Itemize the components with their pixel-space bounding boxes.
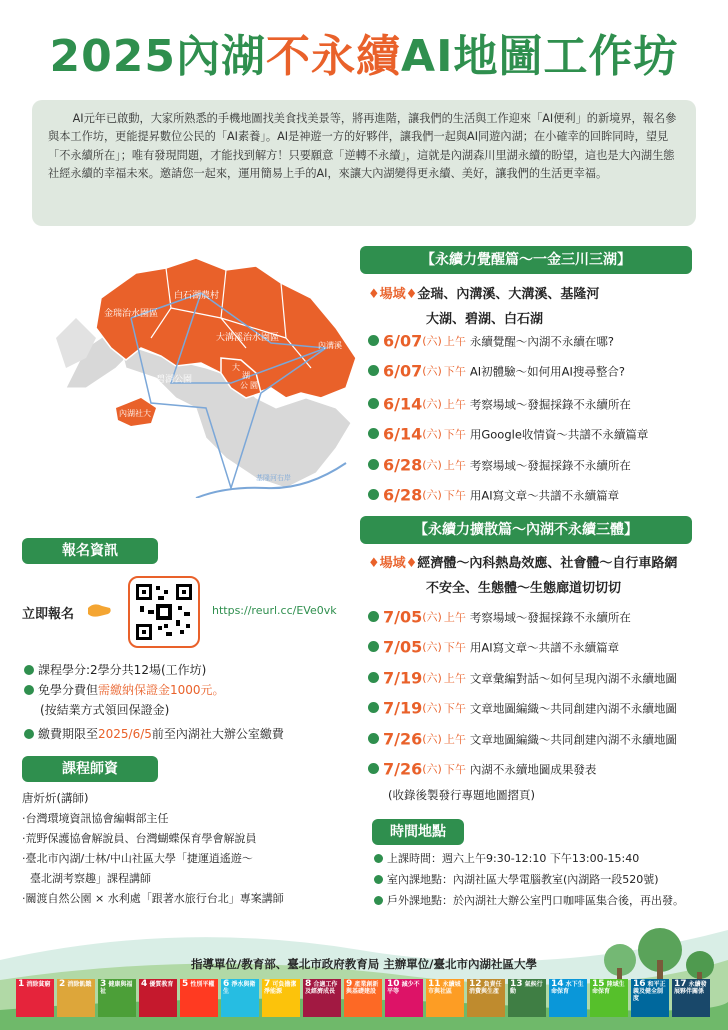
credit-info: 課程學分:2學分共12場(工作坊) [24, 660, 284, 680]
sec2-header: 【永續力擴散篇～內湖不永續三體】 [360, 516, 692, 544]
sdg-icon-10: 10 減少不平等 [385, 979, 423, 1017]
sec1-session-5: 6/28(六) 上午 考察場域～發掘採錄不永續所在 [368, 453, 631, 477]
teacher-name: 唐炘炘(講師) [22, 791, 89, 805]
signup-label: 立即報名 [22, 607, 75, 622]
map-label-keelung-river: 基隆河右岸 [256, 474, 291, 482]
intro-box [32, 100, 696, 226]
sdg-icon-9: 9 產業創新與基礎建設 [344, 979, 382, 1017]
sec1-venue-line1: 金瑞、內溝溪、大溝溪、基隆河 [417, 287, 600, 302]
map-label-dahu-3: 公 [240, 381, 248, 390]
sec1-session-1: 6/07(六) 上午 永續覺醒～內湖不永續在哪? [368, 329, 614, 353]
signup-header: 報名資訊 [22, 538, 158, 564]
neihu-map [56, 248, 356, 498]
sec2-session-4: 7/19(六) 下午 文章地圖編織～共同創建內湖不永續地圖 [368, 696, 677, 720]
sec1-session-3: 6/14(六) 上午 考察場域～發掘採錄不永續所在 [368, 392, 631, 416]
sdg-icon-6: 6 淨水與衛生 [221, 979, 259, 1017]
deadline-info: 繳費期限至2025/6/5前至內湖社大辦公室繳費 [24, 724, 284, 744]
timeplace-header: 時間地點 [372, 819, 464, 845]
sdg-icon-13: 13 氣候行動 [508, 979, 546, 1017]
map-label-dahu-2: 湖 [242, 371, 250, 380]
sec2-venue [368, 551, 677, 601]
map-label-baishihu: 白石湖農村 [174, 291, 220, 301]
map-label-school: 內湖社大 [119, 409, 151, 418]
sec2-session-2: 7/05(六) 下午 用AI寫文章～共譜不永續篇章 [368, 635, 619, 659]
title-part2: 不永續 [266, 31, 402, 82]
sec2-session-6: 7/26(六) 下午 內湖不永續地圖成果發表 [368, 757, 596, 781]
intro-text: AI元年已啟動，大家所熟悉的手機地圖找美食找美景等，將再進階，讓我們的生活與工作迎來「AI便利」的新境界，報名參與本工作坊，更能提昇數位公民的「AI素養」。AI是神遊一方的好夥伴，讓我們一起與AI同遊內湖；在小確幸的回眸同時，望見「不永續所在」；唯有發現問題，才能找到解方！只要願意「逆轉不永續」，這就是內湖森川里湖永續的盼望，這也是大內湖生態社經永續的幸福未來。邀請您一起來，運用簡易上手的AI，來讓大內湖變得更永續、美好，讓我們的生活更幸福。 [48, 112, 677, 181]
class-time: 上課時間：週六上午9:30-12:10 下午13:00-15:40 [374, 848, 684, 869]
sdg-icon-5: 5 性別平權 [180, 979, 218, 1017]
sdg-icon-12: 12 負責任消費與生產 [467, 979, 505, 1017]
sec1-venue-line2: 大湖、碧湖、白石湖 [426, 312, 544, 327]
sec1-session-2: 6/07(六) 下午 AI初體驗～如何用AI搜尋整合? [368, 359, 625, 383]
sec2-session-1: 7/05(六) 上午 考察場域～發掘採錄不永續所在 [368, 605, 631, 629]
signup-url-link[interactable]: https://reurl.cc/EVe0vk [212, 604, 337, 617]
sec1-header: 【永續力覺醒篇～一金三川三湖】 [360, 246, 692, 274]
sec2-venue-line1: 經濟體～內科熱島效應、社會體～自行車路網 [417, 556, 678, 571]
fee-info: 免學分費但需繳納保證金1000元。 [24, 680, 284, 700]
map-label-jinrui: 金瑞治水園區 [104, 309, 159, 319]
sdg-icon-1: 1 消除貧窮 [16, 979, 54, 1017]
qr-code-icon [136, 584, 192, 640]
refund-info: (按結業方式領回保證金) [40, 703, 170, 717]
sdg-icon-3: 3 健康與福祉 [98, 979, 136, 1017]
teacher-bio-2: ‧荒野保護協會解說員、台灣蝴蝶保育學會解說員 [22, 832, 257, 845]
indoor-location: 室內課地點：內湖社區大學電腦教室(內湖路一段520號) [374, 869, 684, 890]
sec1-session-4: 6/14(六) 下午 用Google收情資～共譜不永續篇章 [368, 422, 648, 446]
sec1-venue [368, 282, 599, 332]
teacher-bio-1: ‧台灣環境資訊協會編輯部主任 [22, 812, 169, 825]
map-label-neigou: 內溝溪 [318, 341, 342, 350]
signup-qr-code[interactable] [128, 576, 200, 648]
sec1-venue-label: ♦場域♦ [368, 287, 418, 302]
map-label-dagou: 大溝溪治水園區 [216, 333, 280, 343]
teacher-bio-4: 臺北湖考察趣」課程講師 [30, 872, 151, 885]
sec2-venue-label: ♦場域♦ [368, 556, 418, 571]
sec2-session-5: 7/26(六) 上午 文章地圖編織～共同創建內湖不永續地圖 [368, 727, 677, 751]
signup-info-list [24, 660, 284, 744]
sdg-icon-16: 16 和平正義及健全制度 [631, 979, 669, 1017]
map-label-dahu-1: 大 [232, 363, 240, 372]
title-part1: 內湖 [176, 31, 267, 82]
teacher-header: 課程師資 [22, 756, 158, 782]
sdg-icon-11: 11 永續城市與社區 [426, 979, 464, 1017]
teacher-bio-5: ‧關渡自然公園 × 水利處「跟著水旅行台北」專案講師 [22, 892, 284, 905]
pointing-hand-icon [86, 600, 112, 620]
teacher-bio-3: ‧臺北市內湖/士林/中山社區大學「捷運逍遙遊～ [22, 852, 253, 865]
sec1-session-6: 6/28(六) 下午 用AI寫文章～共譜不永續篇章 [368, 483, 619, 507]
sec2-note: (收錄後製發行專題地圖摺頁) [388, 788, 535, 802]
title-year: 2025 [49, 31, 177, 82]
title-part3: AI地圖工作坊 [401, 31, 679, 82]
sdg-icon-4: 4 優質教育 [139, 979, 177, 1017]
sdg-icon-8: 8 合適工作及經濟成長 [303, 979, 341, 1017]
sec2-venue-line2: 不安全、生態體～生態廊道切切切 [426, 581, 622, 596]
sec2-session-3: 7/19(六) 上午 文章彙編對話～如何呈現內湖不永續地圖 [368, 666, 677, 690]
sdg-icon-14: 14 水下生命保育 [549, 979, 587, 1017]
page-title [0, 30, 728, 84]
sdg-icon-17: 17 永續發展夥伴關係 [672, 979, 710, 1017]
map-label-bihu: 碧湖公園 [156, 375, 193, 385]
map-label-dahu-4: 園 [250, 381, 258, 390]
outdoor-location: 戶外課地點：於內湖社大辦公室門口咖啡區集合後，再出發。 [374, 890, 684, 911]
sdg-icon-15: 15 陸域生命保育 [590, 979, 628, 1017]
sdg-icon-7: 7 可負擔潔淨能源 [262, 979, 300, 1017]
organizer-footer: 指導單位/教育部、臺北市政府教育局 主辦單位/臺北市內湖社區大學 [191, 957, 537, 971]
sdg-icon-2: 2 消除飢餓 [57, 979, 95, 1017]
